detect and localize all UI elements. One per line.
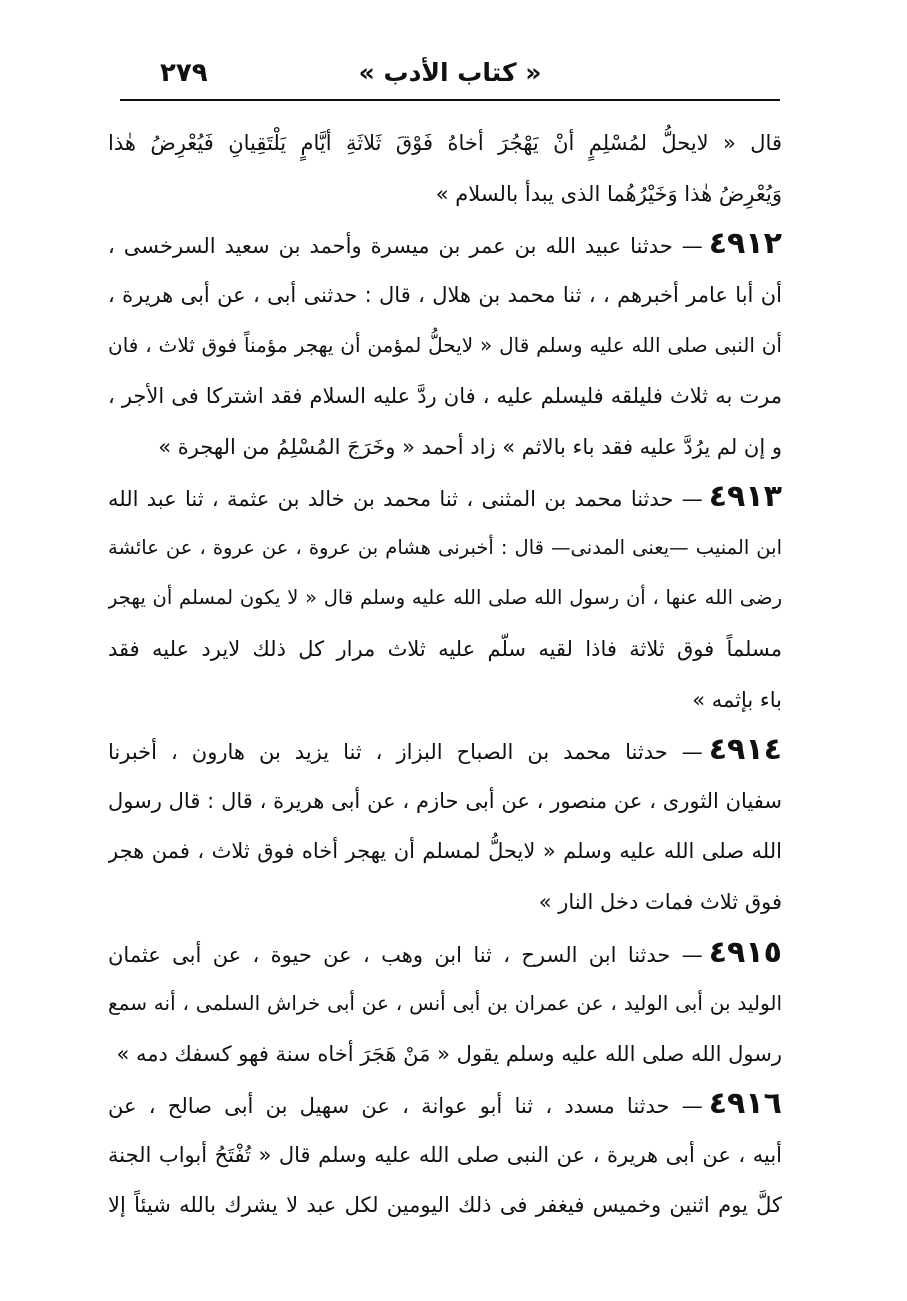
hadith-number: ٤٩١٦ [708,1086,782,1122]
line-text: — حدثنا عبيد الله بن عمر بن ميسرة وأحمد بن سعيد السرخسى ، [108,234,703,259]
text-line [108,371,782,422]
text-line [108,776,782,827]
text-line [108,978,782,1029]
line-text: فوق ثلاث فمات دخل النار » [538,889,782,914]
line-text: رضى الله عنها ، أن رسول الله صلى الله عليه وسلم قال « لا يكون لمسلم أن يهجر [108,586,782,610]
text-line [108,928,782,979]
page-number: ٢٧٩ [160,58,208,88]
hadith-number: ٤٩١٣ [708,479,782,515]
text-line [108,118,782,169]
line-text: سفيان الثورى ، عن منصور ، عن أبى حازم ، عن أبى هريرة ، قال : قال رسول [108,788,782,813]
text-line [108,675,782,726]
text-line [108,219,782,270]
text-line [108,877,782,928]
text-line [108,1079,782,1130]
text-line [108,1130,782,1181]
line-text: أن أبا عامر أخبرهم ، ، ثنا محمد بن هلال ، قال : حدثنى أبى ، عن أبى هريرة ، [108,282,782,307]
text-line [108,725,782,776]
text-line [108,472,782,523]
line-text: — حدثنا محمد بن المثنى ، ثنا محمد بن خالد بن عثمة ، ثنا عبد الله [108,487,703,512]
text-line [108,320,782,371]
line-text: الله صلى الله عليه وسلم « لايحلُّ لمسلم أن يهجر أخاه فوق ثلاث ، فمن هجر [108,839,782,864]
text-line [108,270,782,321]
line-text: — حدثنا ابن السرح ، ثنا ابن وهب ، عن حيوة ، عن أبى عثمان [108,942,703,967]
line-text: قال « لايحلُّ لمُسْلِمٍ أنْ يَهْجُرَ أخاهُ فَوْقَ ثَلاثَةِ أيَّامٍ يَلْتَقِيانِ فَيُعْرِضُ هٰذا [108,131,782,155]
line-text: مرت به ثلاث فليلقه فليسلم عليه ، فان ردَّ عليه السلام فقد اشتركا فى الأجر ، [108,383,782,408]
line-text: ابن المنيب —يعنى المدنى— قال : أخبرنى هشام بن عروة ، عن عروة ، عن عائشة [108,535,782,559]
hadith-number: ٤٩١٥ [708,934,782,970]
text-line [108,422,782,473]
line-text: — حدثنا مسدد ، ثنا أبو عوانة ، عن سهيل بن أبى صالح ، عن [108,1094,703,1119]
line-text: رسول الله صلى الله عليه وسلم يقول « مَنْ هَجَرَ أخاه سنة فهو كسفك دمه » [116,1041,782,1066]
text-line [108,1029,782,1080]
line-text: و إن لم يرُدَّ عليه فقد باء بالاثم » زاد أحمد « وخَرَجَ المُسْلِمُ من الهجرة » [158,434,782,459]
text-line [108,169,782,220]
line-text: أبيه ، عن أبى هريرة ، عن النبى صلى الله عليه وسلم قال « تُفْتَحُ أبواب الجنة [108,1142,782,1167]
book-title: « كتاب الأدب » [358,58,542,87]
text-line [108,826,782,877]
text-line [108,1180,782,1231]
line-text: وَيُعْرِضُ هٰذا وَخَيْرُهُما الذى يبدأ بالسلام » [435,181,782,206]
line-text: الوليد بن أبى الوليد ، عن عمران بن أبى أنس ، عن أبى خراش السلمى ، أنه سمع [108,991,782,1016]
page-header [120,52,780,96]
text-line [108,523,782,574]
line-text: — حدثنا محمد بن الصباح البزاز ، ثنا يزيد بن هارون ، أخبرنا [108,740,703,765]
line-text: أن النبى صلى الله عليه وسلم قال « لايحلُّ لمؤمن أن يهجر مؤمناً فوق ثلاث ، فان [108,333,782,358]
header-rule [120,99,780,101]
line-text: مسلماً فوق ثلاثة فاذا لقيه سلّم عليه ثلاث مرار كل ذلك لايرد عليه فقد [108,636,782,661]
hadith-number: ٤٩١٤ [708,732,782,768]
text-line [108,573,782,624]
hadith-text-block [108,118,782,1231]
line-text: باء بإثمه » [692,687,782,712]
text-line [108,624,782,675]
line-text: كلَّ يوم اثنين وخميس فيغفر فى ذلك اليومين لكل عبد لا يشرك بالله شيئاً إلا [108,1193,782,1218]
hadith-number: ٤٩١٢ [708,226,782,262]
